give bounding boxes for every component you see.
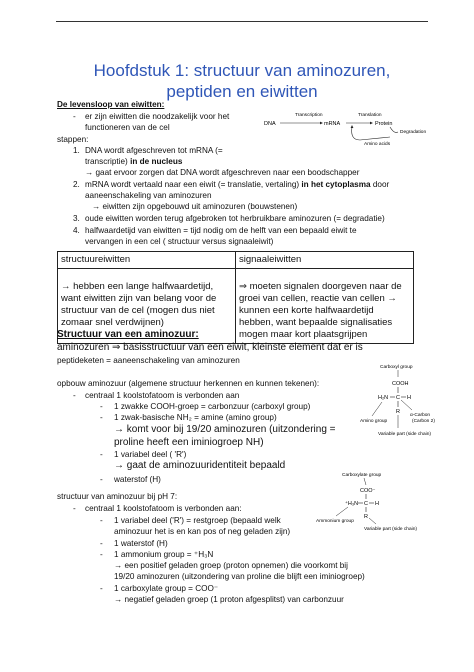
cooh-label: COOH (392, 381, 409, 387)
ph7-item-1: 1 variabel deel ('R') = restgroep (bepaald welk (114, 516, 281, 525)
structure-bullet-1d: proline heeft een iminiogroep NH) (114, 437, 264, 448)
lifecycle-heading: De levensloop van eiwitten: (57, 100, 165, 109)
structure-bullet-1e: 1 variabel deel ( 'R') (114, 450, 187, 459)
h-label: H (375, 501, 379, 507)
structure-line-3: opbouw aminozuur (algemene structuur herkennen en kunnen tekenen): (57, 379, 320, 388)
carbon-2-label: (Carbon 2) (412, 419, 435, 424)
bullet-dash: - (100, 550, 103, 559)
alpha-c-label: C (396, 395, 400, 401)
carboxylate-pointer (364, 478, 366, 485)
step-2c: → eiwitten zijn opgebouwd uit aminozuren (bouwstenen) (92, 202, 298, 211)
step-2b: aaneenschakeling van aminozuren (85, 191, 212, 200)
structure-bullet-1g: waterstof (H) (114, 475, 161, 484)
dna-label: DNA (264, 121, 276, 127)
table-header-structural: structuureiwitten (58, 252, 236, 269)
step-1b-bold: in de nucleus (130, 157, 183, 166)
ph7-item-2: 1 waterstof (H) (114, 539, 168, 548)
table-cell-structural: → hebben een lange halfwaardetijd, want eiwitten zijn van belang voor de structuur van de cel (mogen dus niet zomaar snel verdwijnen) (58, 269, 236, 344)
table-header-row (58, 252, 414, 269)
step-3: oude eiwitten worden terug afgebroken tot herbruikbare aminozuren (= degradatie) (85, 214, 385, 223)
bullet-dash: - (100, 539, 103, 548)
ph7-item-3b: → een positief geladen groep (proton opnemen) die voorkomt bij (114, 561, 348, 570)
structure-bullet-1b: 1 zwak-basische NH₂ = amine (amino group) (114, 413, 277, 422)
step-1c: → gaat ervoor zorgen dat DNA wordt afgeschreven naar een boodschapper (85, 168, 360, 177)
step-2a-text: mRNA wordt vertaald naar een eiwit (= translatie, vertaling) (85, 180, 300, 189)
degradation-label: Degradation (400, 130, 427, 135)
bullet-dash: - (73, 504, 76, 513)
ph7-item-3: 1 ammonium group = ⁺H₃N (114, 550, 214, 559)
bullet-dash: - (73, 112, 76, 121)
amino-acid-structure-diagram (340, 360, 440, 442)
ph7-heading: structuur van aminozuur bij pH 7: (57, 492, 178, 501)
bullet-dash: - (100, 413, 103, 422)
arrowhead-icon (370, 122, 373, 125)
central-dogma-diagram (262, 104, 432, 148)
bullet-dash: - (73, 391, 76, 400)
step-number: 2. (73, 180, 80, 189)
alpha-pointer (401, 400, 412, 410)
title-line-2: peptiden en eiwitten (166, 82, 318, 101)
carboxyl-group-label: Carboxyl group (380, 365, 413, 370)
table-cell-signal: ⇒ moeten signalen doorgeven naar de groei van cellen, reactie van cellen → kunnen een korte halfwaardetijd hebben, want bepaalde signalisaties mogen maar kort plaatsgrijpen (236, 269, 414, 344)
bullet-dash: - (100, 475, 103, 484)
steps-label: stappen: (57, 135, 89, 144)
arrowhead-icon (351, 125, 354, 128)
bullet-dash: - (100, 584, 103, 593)
transcription-label: Transcription (295, 113, 323, 118)
step-2a-bold: in het cytoplasma (301, 180, 371, 189)
degradation-arrow (390, 127, 398, 132)
step-number: 4. (73, 226, 80, 235)
variable-part-label: Variable part (side chain) (364, 527, 417, 532)
arrowhead-icon (320, 122, 323, 125)
step-4a: halfwaardetijd van eiwitten = tijd nodig om de helft van een bepaald eiwit te (85, 226, 357, 235)
ph7-bullet-1: centraal 1 koolstofatoom is verbonden aan: (85, 504, 242, 513)
ph7-item-4: 1 carboxylate group = COO⁻ (114, 584, 219, 593)
h2n-label: H₂N (378, 395, 389, 401)
bullet-dash: - (100, 516, 103, 525)
title-line-1: Hoofdstuk 1: structuur van aminozuren, (93, 61, 391, 80)
structure-bullet-1f: → gaat de aminozuuridentiteit bepaald (114, 460, 286, 471)
amino-pointer (372, 402, 382, 416)
amino-acid-ph7-diagram (314, 468, 424, 538)
structure-line-1: aminozuren ⇒ basisstructuur van een eiwit, kleinste element dat er is (57, 342, 363, 353)
step-number: 1. (73, 146, 80, 155)
ph7-item-1b: aminozuur het is en kan pos of neg geladen zijn) (114, 527, 291, 536)
structure-bullet-1: centraal 1 koolstofatoom is verbonden aan (85, 391, 240, 400)
r-label: R (364, 514, 368, 520)
structure-bullet-1a: 1 zwakke COOH-groep = carbonzuur (carboxyl group) (114, 402, 311, 411)
recycle-arrow-curve (352, 127, 360, 140)
bullet-dash: - (100, 402, 103, 411)
step-2a-end: door (372, 180, 390, 189)
table-header-signal: signaaleiwitten (236, 252, 414, 269)
step-4b: vervangen in een cel ( structuur versus signaaleiwit) (85, 237, 274, 246)
center-c-label: C (364, 501, 368, 507)
top-rule (56, 21, 428, 22)
step-1b (85, 156, 182, 167)
ph7-item-3c: 19/20 aminozuren (uitzondering van proline die blijft een iminiogroep) (114, 572, 365, 581)
ammonium-pointer (336, 507, 348, 516)
step-1b-text: transcriptie) (85, 157, 128, 166)
ammonium-group-label: Ammonium group (316, 519, 354, 524)
h-label: H (407, 395, 411, 401)
amino-group-label: Amino group (360, 419, 388, 424)
structure-bullet-1c: → komt voor bij 19/20 aminozuren (uitzondering = (114, 424, 336, 435)
protein-label: Protein (375, 121, 393, 127)
step-1a: DNA wordt afgeschreven tot mRNA (= (85, 146, 223, 155)
lifecycle-bullet-1a: er zijn eiwitten die noodzakelijk voor het (85, 112, 230, 121)
step-2a (85, 179, 389, 190)
structure-line-2: peptideketen = aaneenschakeling van aminozuren (57, 356, 240, 365)
ph7-item-4b: → negatief geladen groep (1 proton afgesplitst) van carbonzuur (114, 595, 344, 604)
translation-label: Translation (358, 113, 382, 118)
step-number: 3. (73, 214, 80, 223)
side-chain-pointer (369, 518, 376, 524)
recycle-arrow (360, 137, 390, 140)
structure-heading: Structuur van een aminozuur: (57, 329, 199, 340)
variable-part-label: Variable part (side chain) (378, 432, 431, 437)
coo-label: COO⁻ (360, 488, 376, 494)
lifecycle-bullet-1b: functioneren van de cel (85, 123, 170, 132)
carboxylate-group-label: Carboxylate group (342, 473, 382, 478)
r-label: R (396, 409, 400, 415)
mrna-label: mRNA (324, 121, 341, 127)
alpha-carbon-label: α-Carbon (410, 413, 431, 418)
amino-acids-label: Amino acids (364, 142, 391, 147)
bullet-dash: - (100, 450, 103, 459)
h3n-label: ⁺H₃N (345, 501, 359, 507)
page-title (56, 60, 428, 102)
